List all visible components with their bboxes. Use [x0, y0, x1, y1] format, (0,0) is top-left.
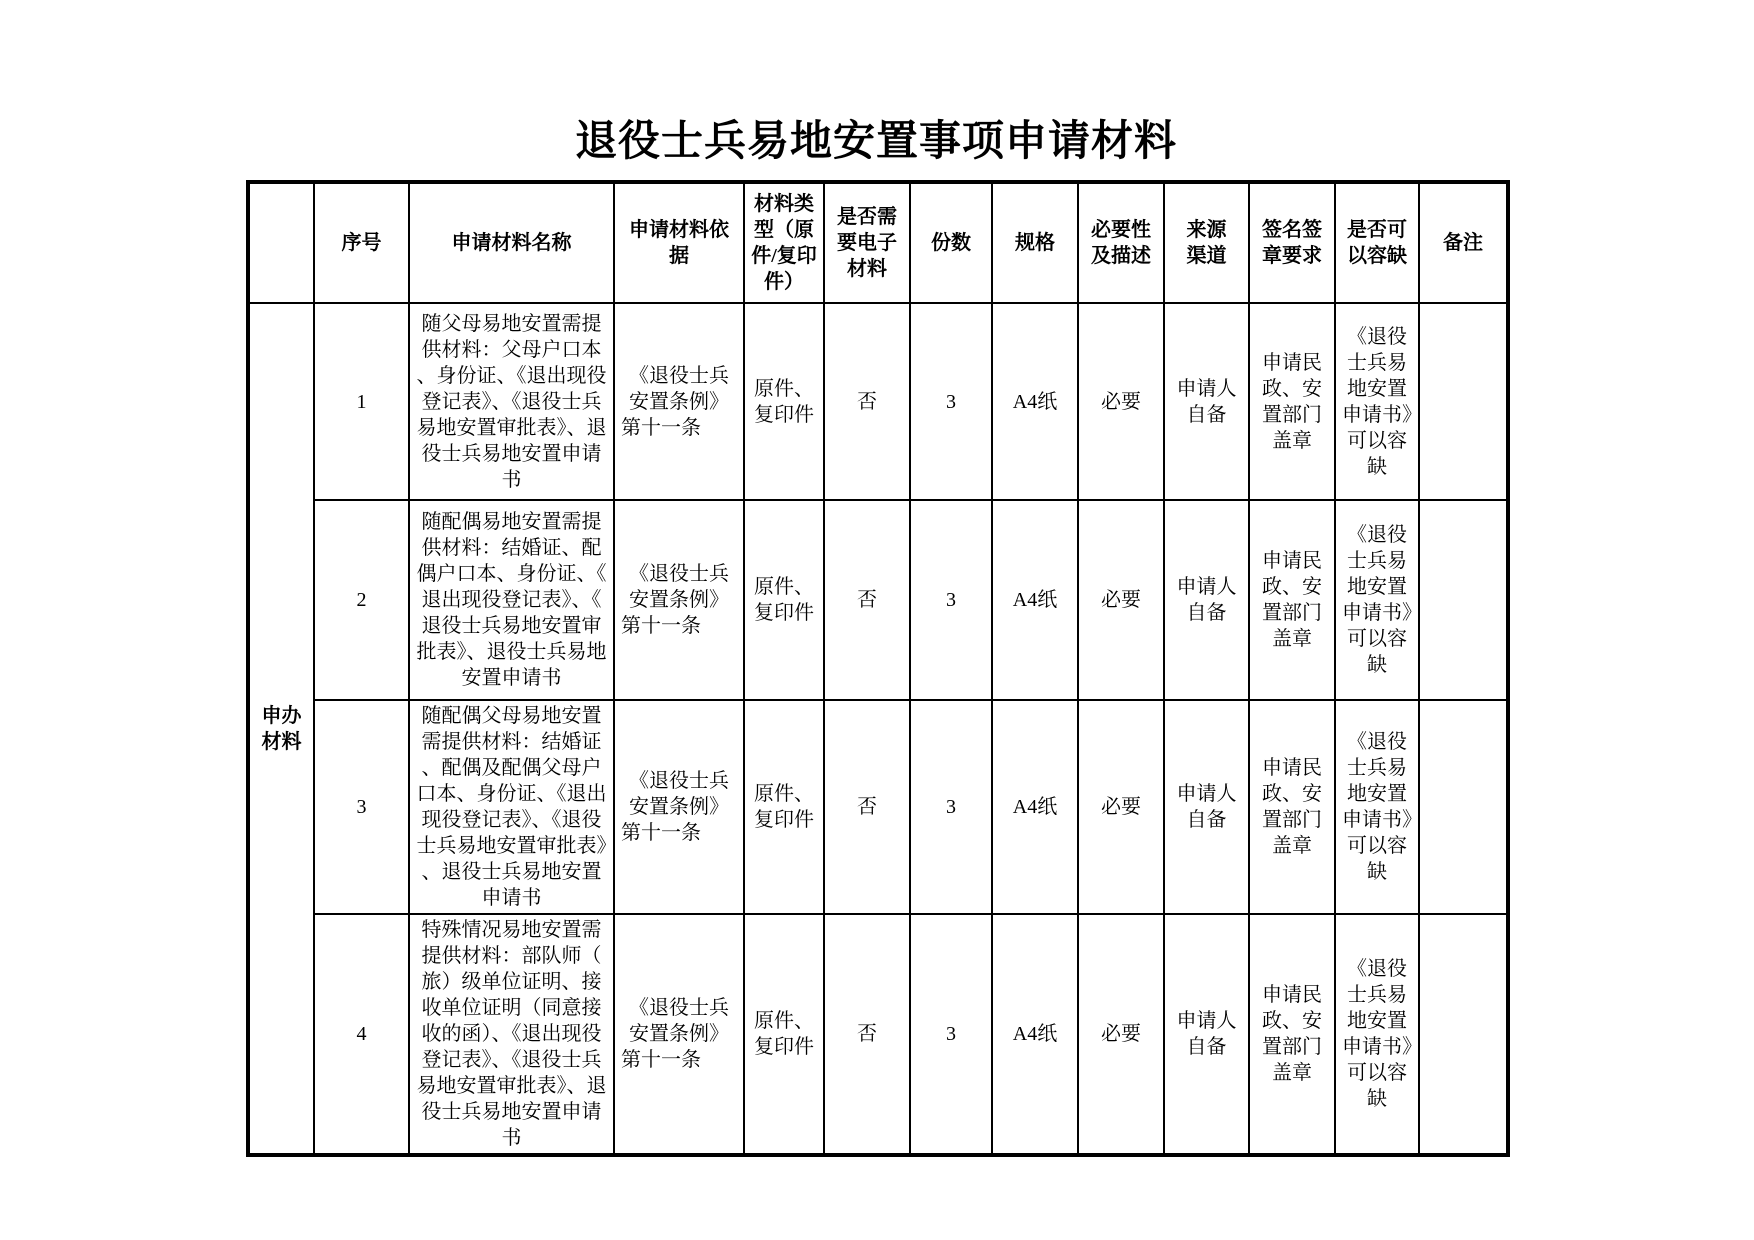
tolerance-cell: 《退役士兵易地安置申请书》可以容缺: [1335, 914, 1419, 1155]
type-cell: 原件、复印件: [744, 303, 824, 500]
electronic-cell: 否: [824, 500, 910, 700]
material-name-cell: 随配偶父母易地安置需提供材料：结婚证、配偶及配偶父母户口本、身份证、《退出现役登记表》、《退役士兵易地安置审批表》、退役士兵易地安置申请书: [409, 700, 614, 914]
seq-cell: 4: [314, 914, 409, 1155]
tolerance-cell: 《退役士兵易地安置申请书》可以容缺: [1335, 500, 1419, 700]
signature-cell: 申请民政、安置部门盖章: [1249, 914, 1335, 1155]
header-row: [248, 182, 1508, 303]
copies-cell: 3: [910, 500, 992, 700]
necessity-cell: 必要: [1078, 700, 1164, 914]
necessity-cell: 必要: [1078, 303, 1164, 500]
header-cell-necessity: 必要性及描述: [1078, 182, 1164, 303]
necessity-cell: 必要: [1078, 500, 1164, 700]
spec-cell: A4纸: [992, 914, 1078, 1155]
type-cell: 原件、复印件: [744, 700, 824, 914]
material-name-cell: 随配偶易地安置需提供材料：结婚证、配偶户口本、身份证、《退出现役登记表》、《退役士兵易地安置审批表》、退役士兵易地安置申请书: [409, 500, 614, 700]
remark-cell: [1419, 700, 1508, 914]
electronic-cell: 否: [824, 700, 910, 914]
material-name-cell: 随父母易地安置需提供材料：父母户口本、身份证、《退出现役登记表》、《退役士兵易地安置审批表》、退役士兵易地安置申请书: [409, 303, 614, 500]
necessity-cell: 必要: [1078, 914, 1164, 1155]
copies-cell: 3: [910, 700, 992, 914]
header-cell-spec: 规格: [992, 182, 1078, 303]
header-cell-electronic: 是否需要电子材料: [824, 182, 910, 303]
table-row: [248, 700, 1508, 914]
header-cell-type: 材料类型（原件/复印件）: [744, 182, 824, 303]
basis-cell: 《退役士兵安置条例》第十一条: [614, 303, 744, 500]
row-group-label: 申办材料: [248, 303, 314, 1155]
source-cell: 申请人自备: [1164, 500, 1249, 700]
seq-cell: 3: [314, 700, 409, 914]
signature-cell: 申请民政、安置部门盖章: [1249, 500, 1335, 700]
tolerance-cell: 《退役士兵易地安置申请书》可以容缺: [1335, 303, 1419, 500]
page-title: 退役士兵易地安置事项申请材料: [574, 119, 1177, 165]
spec-cell: A4纸: [992, 500, 1078, 700]
header-cell-name: 申请材料名称: [409, 182, 614, 303]
remark-cell: [1419, 500, 1508, 700]
source-cell: 申请人自备: [1164, 303, 1249, 500]
source-cell: 申请人自备: [1164, 700, 1249, 914]
header-cell-seq: 序号: [314, 182, 409, 303]
header-cell-group: [248, 182, 314, 303]
electronic-cell: 否: [824, 303, 910, 500]
seq-cell: 2: [314, 500, 409, 700]
table-row: [248, 303, 1508, 500]
copies-cell: 3: [910, 914, 992, 1155]
header-cell-remark: 备注: [1419, 182, 1508, 303]
source-cell: 申请人自备: [1164, 914, 1249, 1155]
tolerance-cell: 《退役士兵易地安置申请书》可以容缺: [1335, 700, 1419, 914]
remark-cell: [1419, 914, 1508, 1155]
spec-cell: A4纸: [992, 303, 1078, 500]
materials-table: [246, 180, 1510, 1157]
signature-cell: 申请民政、安置部门盖章: [1249, 700, 1335, 914]
copies-cell: 3: [910, 303, 992, 500]
type-cell: 原件、复印件: [744, 500, 824, 700]
electronic-cell: 否: [824, 914, 910, 1155]
header-cell-basis: 申请材料依据: [614, 182, 744, 303]
header-cell-copies: 份数: [910, 182, 992, 303]
signature-cell: 申请民政、安置部门盖章: [1249, 303, 1335, 500]
basis-cell: 《退役士兵安置条例》第十一条: [614, 914, 744, 1155]
basis-cell: 《退役士兵安置条例》第十一条: [614, 500, 744, 700]
header-cell-source: [1164, 182, 1249, 303]
spec-cell: A4纸: [992, 700, 1078, 914]
header-cell-signature: 签名签章要求: [1249, 182, 1335, 303]
table-row: [248, 914, 1508, 1155]
remark-cell: [1419, 303, 1508, 500]
material-name-cell: 特殊情况易地安置需提供材料：部队师（旅）级单位证明、接收单位证明（同意接收的函）、《退出现役登记表》、《退役士兵易地安置审批表》、退役士兵易地安置申请书: [409, 914, 614, 1155]
header-cell-tolerance: 是否可以容缺: [1335, 182, 1419, 303]
basis-cell: 《退役士兵安置条例》第十一条: [614, 700, 744, 914]
type-cell: 原件、复印件: [744, 914, 824, 1155]
header-cell-source-label: 来源渠道: [1186, 219, 1227, 267]
seq-cell: 1: [314, 303, 409, 500]
table-row: [248, 500, 1508, 700]
